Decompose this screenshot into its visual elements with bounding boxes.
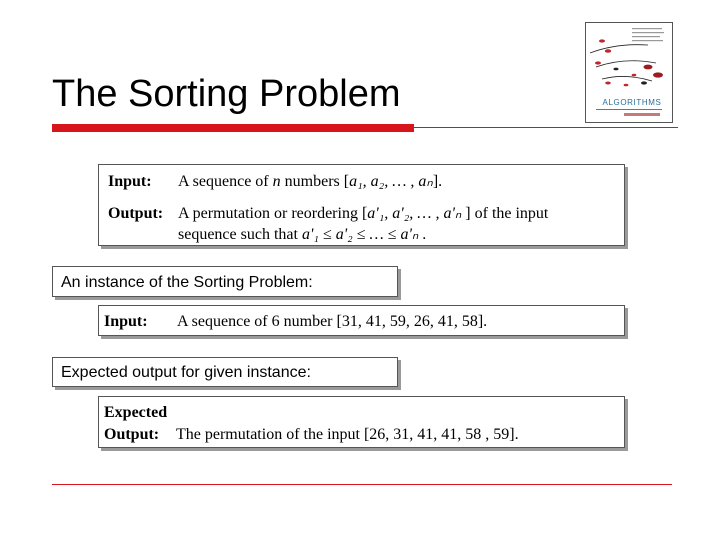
definition-output-label: Output:: [108, 205, 164, 222]
definition-input-prefix: A sequence of: [178, 173, 273, 190]
book-cover-title: ALGORITHMS: [602, 98, 662, 107]
instance-heading-box: [52, 266, 398, 297]
definition-output-condition: a'₁ ≤ a'₂ ≤ … ≤ a'ₙ: [301, 226, 419, 243]
definition-input-end: ].: [432, 173, 443, 190]
definition-output-line2-end: .: [418, 226, 427, 243]
instance-input-box: [98, 305, 625, 336]
definition-input-mid: numbers [: [280, 173, 350, 190]
expected-output-text: The permutation of the input [26, 31, 41, 41, 58 , 59].: [176, 426, 519, 443]
instance-heading: An instance of the Sorting Problem:: [61, 274, 313, 291]
definition-input-sequence: a₁, a₂, … , aₙ: [349, 173, 433, 190]
definition-output-prefix: A permutation or reordering [: [178, 205, 368, 222]
expected-heading: Expected output for given instance:: [61, 364, 311, 381]
instance-input-label: Input:: [104, 313, 148, 330]
definition-input-label: Input:: [108, 173, 152, 190]
definition-output-sequence: a'₁, a'₂, … , a'ₙ: [367, 205, 462, 222]
title-underline-thin: [414, 127, 678, 128]
title-underline-thick: [52, 124, 414, 132]
expected-heading-box: [52, 357, 398, 387]
expected-label-line2: Output:: [104, 426, 160, 443]
definition-input-var: n: [272, 173, 281, 190]
definition-output-line2: [178, 224, 426, 245]
definition-output-line1: [178, 203, 548, 224]
definition-output-line2-prefix: sequence such that: [178, 226, 302, 243]
definition-output-line1-end: ] of the input: [461, 205, 549, 222]
book-cover-image: [585, 22, 673, 123]
book-cover-mobile-art: [586, 23, 672, 122]
expected-label-line1: Expected: [104, 404, 168, 421]
instance-input-text: A sequence of 6 number [31, 41, 59, 26, 41, 58].: [177, 313, 488, 330]
footer-rule: [52, 484, 672, 485]
definition-input-text: [178, 171, 442, 192]
slide-title: The Sorting Problem: [52, 73, 401, 115]
expected-output-box: [98, 396, 625, 448]
problem-definition-box: [98, 164, 625, 246]
